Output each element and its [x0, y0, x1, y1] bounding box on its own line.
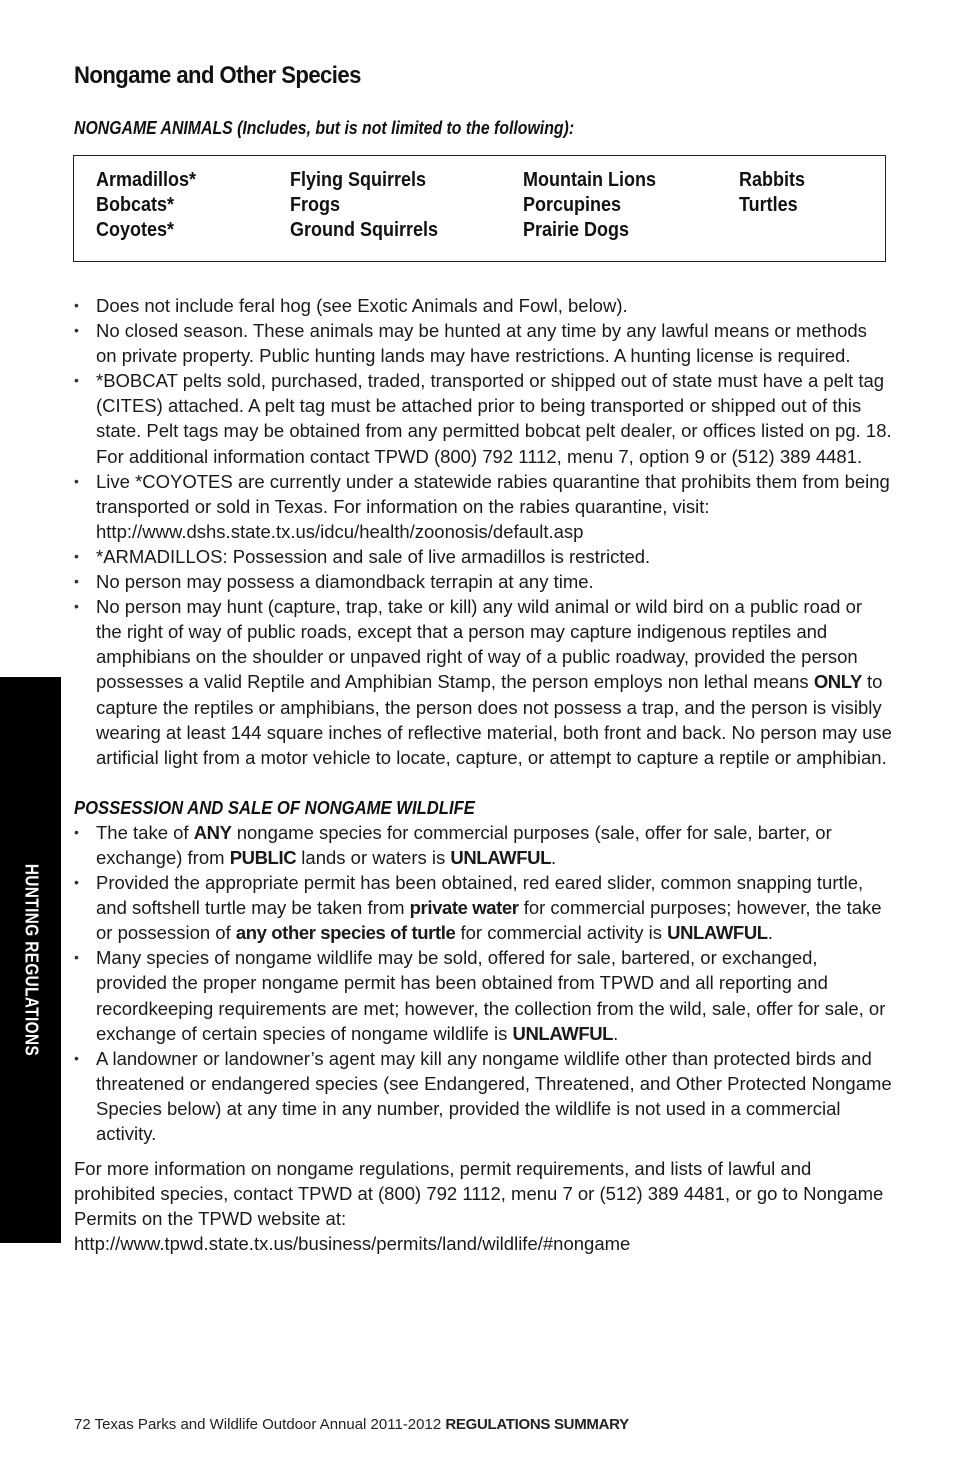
species-item: Armadillos*	[96, 169, 197, 191]
species-item: Porcupines	[523, 194, 622, 216]
species-item: Turtles	[739, 194, 798, 216]
main-content	[74, 293, 892, 1275]
list-item: • Provided the appropriate permit has been obtained, red eared slider, common snapping turtle, and softshell turtle may be taken from private water for commercial purposes; however, the take or possession of any other species of turtle for commercial activity is UNLAWFUL.	[74, 870, 892, 945]
species-item: Frogs	[290, 194, 341, 216]
species-item: Coyotes*	[96, 219, 175, 241]
species-column	[523, 168, 671, 243]
page-title: Nongame and Other Species	[74, 62, 361, 89]
species-item: Prairie Dogs	[523, 219, 630, 241]
species-item: Ground Squirrels	[290, 219, 439, 241]
species-column	[290, 168, 454, 243]
list-item: • A landowner or landowner’s agent may kill any nongame wildlife other than protected birds and threatened or endangered species (see Endangered, Threatened, and Other Protected Nongame Species below) at any time in any number, provided the wildlife is not used in a commercial activity.	[74, 1046, 892, 1146]
section-side-tab	[0, 677, 61, 1243]
list-item: • No person may hunt (capture, trap, take or kill) any wild animal or wild bird on a public road or the right of way of public roads, except that a person may capture indigenous reptiles and amphibians on the shoulder or unpaved right of way of a public roadway, provided the person possesses a valid Reptile and Amphibian Stamp, the person employs non lethal means ONLY to capture the reptiles or amphibians, the person does not possess a trap, and the person is visibly wearing at least 144 square inches of reflective material, both front and back. No person may use artificial light from a motor vehicle to locate, capture, or attempt to capture a reptile or amphibian.	[74, 594, 892, 770]
list-item: • *BOBCAT pelts sold, purchased, traded, transported or shipped out of state must have a pelt tag (CITES) attached. A pelt tag must be attached prior to being transported or shipped out of this state. Pelt tags may be obtained from any permitted bobcat pelt dealer, or offices listed on pg. 18. For additional information contact TPWD (800) 792 1112, menu 7, option 9 or (512) 389 4481.	[74, 368, 892, 468]
list-item: • The take of ANY nongame species for commercial purposes (sale, offer for sale, barter, or exchange) from PUBLIC lands or waters is UNLAWFUL.	[74, 820, 892, 870]
nongame-rules-list	[74, 293, 892, 770]
list-item: • Many species of nongame wildlife may be sold, offered for sale, bartered, or exchanged, provided the proper nongame permit has been obtained from TPWD and all reporting and recordkeeping requirements are met; however, the collection from the wild, sale, offer for sale, or exchange of certain species of nongame wildlife is UNLAWFUL.	[74, 945, 892, 1045]
list-item: • No closed season. These animals may be hunted at any time by any lawful means or methods on private property. Public hunting lands may have restrictions. A hunting license is required.	[74, 318, 892, 368]
species-list-box	[73, 155, 886, 262]
list-item: • No person may possess a diamondback terrapin at any time.	[74, 569, 892, 594]
species-item: Bobcats*	[96, 194, 175, 216]
possession-rules-list	[74, 820, 892, 1146]
species-column	[96, 168, 207, 243]
footer-label: REGULATIONS SUMMARY	[445, 1416, 629, 1433]
possession-heading: POSSESSION AND SALE OF NONGAME WILDLIFE	[74, 796, 475, 818]
species-item: Flying Squirrels	[290, 169, 427, 191]
species-column	[739, 168, 812, 218]
list-item: • *ARMADILLOS: Possession and sale of live armadillos is restricted.	[74, 544, 892, 569]
species-item: Mountain Lions	[523, 169, 656, 191]
page-footer	[74, 1416, 629, 1433]
list-item: • Does not include feral hog (see Exotic Animals and Fowl, below).	[74, 293, 892, 318]
species-item: Rabbits	[739, 169, 806, 191]
side-tab-label: HUNTING REGULATIONS	[21, 863, 41, 1057]
list-item: • Live *COYOTES are currently under a statewide rabies quarantine that prohibits them from being transported or sold in Texas. For information on the rabies quarantine, visit: http://www.dshs.state.tx.us/idcu/health/zoonosis/default.asp	[74, 469, 892, 544]
footer-text: 72 Texas Parks and Wildlife Outdoor Annual 2011-2012	[74, 1416, 446, 1433]
closing-paragraph: For more information on nongame regulations, permit requirements, and lists of lawful and prohibited species, contact TPWD at (800) 792 1112, menu 7 or (512) 389 4481, or go to Nongame Permits on the TPWD website at: http://www.tpwd.state.tx.us/business/permits/land/wildlife/#nongame	[74, 1158, 884, 1255]
nongame-animals-heading: NONGAME ANIMALS (Includes, but is not limited to the following):	[74, 118, 575, 138]
